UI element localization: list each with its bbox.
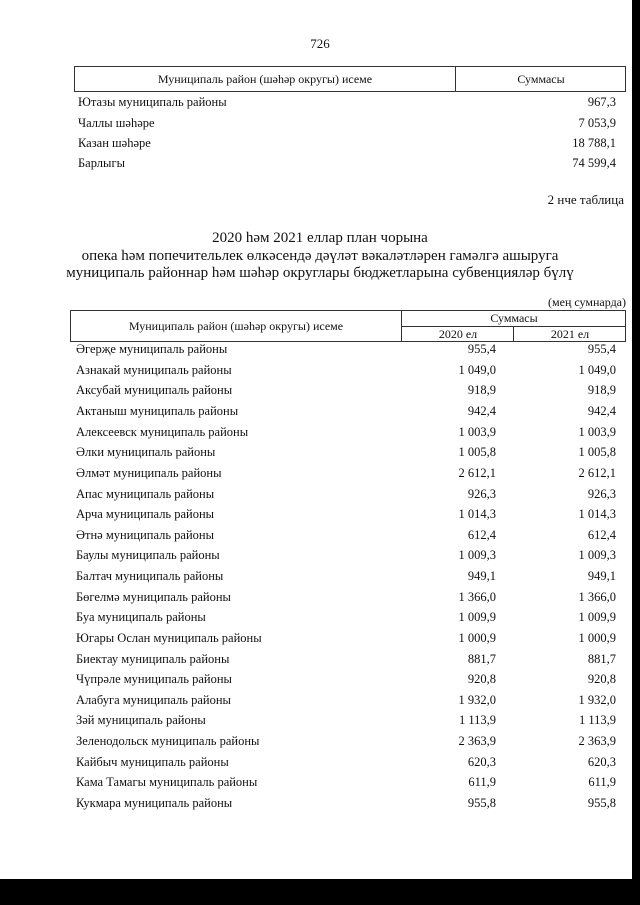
table-row xyxy=(76,569,616,589)
row-value-2020: 1 366,0 xyxy=(458,590,496,604)
title-line-2: опека һәм попечительлек өлкәсендә дәүләт вәкаләтләрен гамәлгә ашыруга xyxy=(81,248,559,264)
units-note: (мең сумнарда) xyxy=(548,295,626,309)
table1-col-name: Муниципаль район (шәһәр округы) исеме xyxy=(157,72,373,86)
row-name: Баулы муниципаль районы xyxy=(76,548,220,562)
row-value-2020: 620,3 xyxy=(467,755,496,769)
scan-edge-bottom xyxy=(0,879,640,905)
row-value-2020: 2 363,9 xyxy=(458,734,496,748)
table-row xyxy=(76,713,616,733)
table-row xyxy=(76,363,616,383)
row-value-2020: 612,4 xyxy=(467,528,496,542)
row-value: 74 599,4 xyxy=(572,156,616,170)
table2-col-name: Муниципаль район (шәһәр округы) исеме xyxy=(128,319,344,333)
table2-col-2020: 2020 ел xyxy=(401,327,514,341)
title-line-1: 2020 һәм 2021 еллар план чорына xyxy=(212,230,428,246)
table-row xyxy=(76,487,616,507)
row-value-2021: 955,8 xyxy=(587,796,616,810)
row-name: Актаныш муниципаль районы xyxy=(76,404,239,418)
table2-col-sum: Суммасы xyxy=(401,311,626,327)
row-value-2021: 1 003,9 xyxy=(578,425,616,439)
row-value-2020: 1 009,3 xyxy=(458,548,496,562)
row-name: Әтнә муниципаль районы xyxy=(76,528,215,542)
table-row xyxy=(78,95,616,115)
row-value-2020: 949,1 xyxy=(467,569,496,583)
row-name: Арча муниципаль районы xyxy=(76,507,215,521)
table-label: 2 нче таблица xyxy=(547,192,624,207)
row-value-2020: 942,4 xyxy=(467,404,496,418)
row-name: Әлмәт муниципаль районы xyxy=(76,466,222,480)
table-row xyxy=(76,507,616,527)
table-row xyxy=(76,672,616,692)
row-value: 7 053,9 xyxy=(578,116,616,130)
table1-header xyxy=(74,66,626,92)
row-value-2021: 620,3 xyxy=(587,755,616,769)
row-value-2020: 1 014,3 xyxy=(458,507,496,521)
table-row-total xyxy=(78,156,616,176)
row-value-2020: 926,3 xyxy=(467,487,496,501)
table-row xyxy=(78,136,616,156)
table-row xyxy=(76,445,616,465)
row-value: 967,3 xyxy=(587,95,616,109)
row-value-2020: 1 003,9 xyxy=(458,425,496,439)
row-value-2020: 920,8 xyxy=(467,672,496,686)
table-row xyxy=(76,383,616,403)
row-value-2021: 2 612,1 xyxy=(578,466,616,480)
row-value-2020: 955,4 xyxy=(467,342,496,356)
table-row xyxy=(76,693,616,713)
row-name: Аксубай муниципаль районы xyxy=(76,383,233,397)
table-row xyxy=(76,631,616,651)
table-row xyxy=(76,425,616,445)
row-name: Әлки муниципаль районы xyxy=(76,445,216,459)
row-name: Кама Тамагы муниципаль районы xyxy=(76,775,258,789)
row-value-2020: 2 612,1 xyxy=(458,466,496,480)
row-value-2021: 1 005,8 xyxy=(578,445,616,459)
row-value-2020: 611,9 xyxy=(468,775,496,789)
row-name: Кайбыч муниципаль районы xyxy=(76,755,229,769)
row-value-2021: 949,1 xyxy=(587,569,616,583)
table-row xyxy=(76,404,616,424)
row-name: Казан шәһәре xyxy=(78,136,151,150)
row-name: Бөгелмә муниципаль районы xyxy=(76,590,231,604)
row-value-2021: 920,8 xyxy=(587,672,616,686)
row-name: Чүпрәле муниципаль районы xyxy=(76,672,232,686)
row-value-2021: 1 049,0 xyxy=(578,363,616,377)
row-name: Алабуга муниципаль районы xyxy=(76,693,231,707)
table-row xyxy=(78,116,616,136)
row-value-2021: 942,4 xyxy=(587,404,616,418)
row-value-2021: 1 014,3 xyxy=(578,507,616,521)
row-name: Биектау муниципаль районы xyxy=(76,652,230,666)
row-value-2020: 918,9 xyxy=(467,383,496,397)
row-name: Зеленодольск муниципаль районы xyxy=(76,734,260,748)
table-row xyxy=(76,652,616,672)
table2-header xyxy=(70,310,626,342)
row-value-2020: 1 005,8 xyxy=(458,445,496,459)
table1-col-sum: Суммасы xyxy=(455,67,626,91)
table-row xyxy=(76,775,616,795)
row-name: Ютазы муниципаль районы xyxy=(78,95,227,109)
table-row xyxy=(76,755,616,775)
table-row xyxy=(76,528,616,548)
row-value-2021: 611,9 xyxy=(588,775,616,789)
row-name: Югары Ослан муниципаль районы xyxy=(76,631,262,645)
row-value-2021: 955,4 xyxy=(587,342,616,356)
row-name: Зәй муниципаль районы xyxy=(76,713,206,727)
row-value-2021: 1 113,9 xyxy=(578,713,616,727)
row-name: Чаллы шәһәре xyxy=(78,116,155,130)
row-value-2020: 881,7 xyxy=(467,652,496,666)
row-value-2021: 926,3 xyxy=(587,487,616,501)
row-value-2020: 1 932,0 xyxy=(458,693,496,707)
row-value-2021: 1 009,9 xyxy=(578,610,616,624)
table-row xyxy=(76,342,616,362)
table-row xyxy=(76,796,616,816)
page-number: 726 xyxy=(310,36,330,51)
row-value-2021: 918,9 xyxy=(587,383,616,397)
table-row xyxy=(76,548,616,568)
row-value-2020: 1 049,0 xyxy=(458,363,496,377)
row-name: Кукмара муниципаль районы xyxy=(76,796,233,810)
row-name: Алексеевск муниципаль районы xyxy=(76,425,249,439)
table-row xyxy=(76,734,616,754)
row-value-2020: 1 113,9 xyxy=(458,713,496,727)
row-name: Әгерҗе муниципаль районы xyxy=(76,342,228,356)
row-name: Буа муниципаль районы xyxy=(76,610,206,624)
row-name: Апас муниципаль районы xyxy=(76,487,215,501)
row-value-2021: 2 363,9 xyxy=(578,734,616,748)
row-name: Балтач муниципаль районы xyxy=(76,569,224,583)
row-value-2020: 1 000,9 xyxy=(458,631,496,645)
row-value-2021: 1 009,3 xyxy=(578,548,616,562)
row-value-2021: 1 366,0 xyxy=(578,590,616,604)
scan-edge-right xyxy=(632,0,640,905)
row-name: Азнакай муниципаль районы xyxy=(76,363,232,377)
row-value-2020: 955,8 xyxy=(467,796,496,810)
row-name: Барлыгы xyxy=(78,156,125,170)
table-row xyxy=(76,466,616,486)
row-value-2021: 612,4 xyxy=(587,528,616,542)
table2-col-2021: 2021 ел xyxy=(513,327,626,341)
title-line-3: муниципаль районнар һәм шәһәр округлары бюджетларына субвенцияләр бүлү xyxy=(66,265,574,281)
row-value-2021: 881,7 xyxy=(587,652,616,666)
row-value-2021: 1 932,0 xyxy=(578,693,616,707)
row-value-2020: 1 009,9 xyxy=(458,610,496,624)
row-value-2021: 1 000,9 xyxy=(578,631,616,645)
table-row xyxy=(76,610,616,630)
table-row xyxy=(76,590,616,610)
row-value: 18 788,1 xyxy=(572,136,616,150)
